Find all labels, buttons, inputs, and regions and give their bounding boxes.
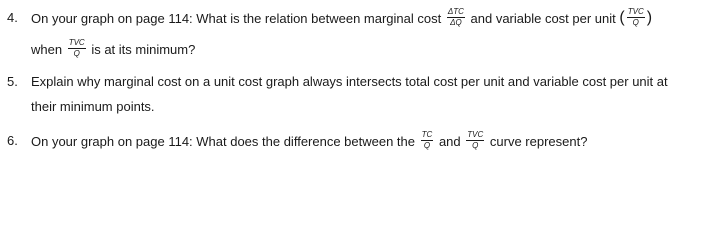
delta-tc-over-delta-q-fraction	[447, 8, 465, 27]
close-parenthesis: )	[646, 8, 653, 26]
fraction-denominator: Q	[73, 49, 80, 58]
fraction-numerator: TVC	[68, 38, 85, 47]
question-6-line	[31, 130, 588, 152]
question-4-text-b: and variable cost per unit	[470, 10, 616, 26]
fraction-numerator: TC	[421, 130, 433, 139]
question-4-number: 4.	[7, 10, 18, 25]
question-4-line-1	[31, 7, 653, 29]
question-6-text-b: and	[438, 133, 461, 149]
question-6-number: 6.	[7, 133, 18, 148]
fraction-numerator: ΔTC	[447, 7, 464, 16]
question-4-text-d: is at its minimum?	[91, 41, 196, 57]
fraction-denominator: Q	[632, 18, 639, 27]
question-5-line-1: Explain why marginal cost on a unit cost graph always intersects total cost per unit and variable cost per unit at	[31, 74, 668, 89]
fraction-numerator: TVC	[467, 130, 484, 139]
tvc-over-q-fraction	[466, 131, 484, 150]
question-5-number: 5.	[7, 74, 18, 89]
fraction-denominator: ΔQ	[450, 18, 462, 27]
question-4-line-2	[31, 38, 196, 60]
question-4-text-a: On your graph on page 114: What is the relation between marginal cost	[31, 10, 442, 26]
open-parenthesis: (	[619, 8, 625, 26]
tvc-over-q-fraction	[68, 39, 86, 58]
question-6-text-a: On your graph on page 114: What does the difference between the	[31, 133, 416, 149]
question-5-line-2: their minimum points.	[31, 99, 155, 114]
tc-over-q-fraction	[421, 131, 434, 150]
fraction-denominator: Q	[423, 141, 431, 150]
tvc-over-q-fraction	[627, 8, 645, 27]
fraction-numerator: TVC	[627, 7, 644, 16]
question-4-text-c: when	[31, 41, 63, 57]
question-6-text-c: curve represent?	[489, 133, 588, 149]
fraction-denominator: Q	[472, 141, 479, 150]
